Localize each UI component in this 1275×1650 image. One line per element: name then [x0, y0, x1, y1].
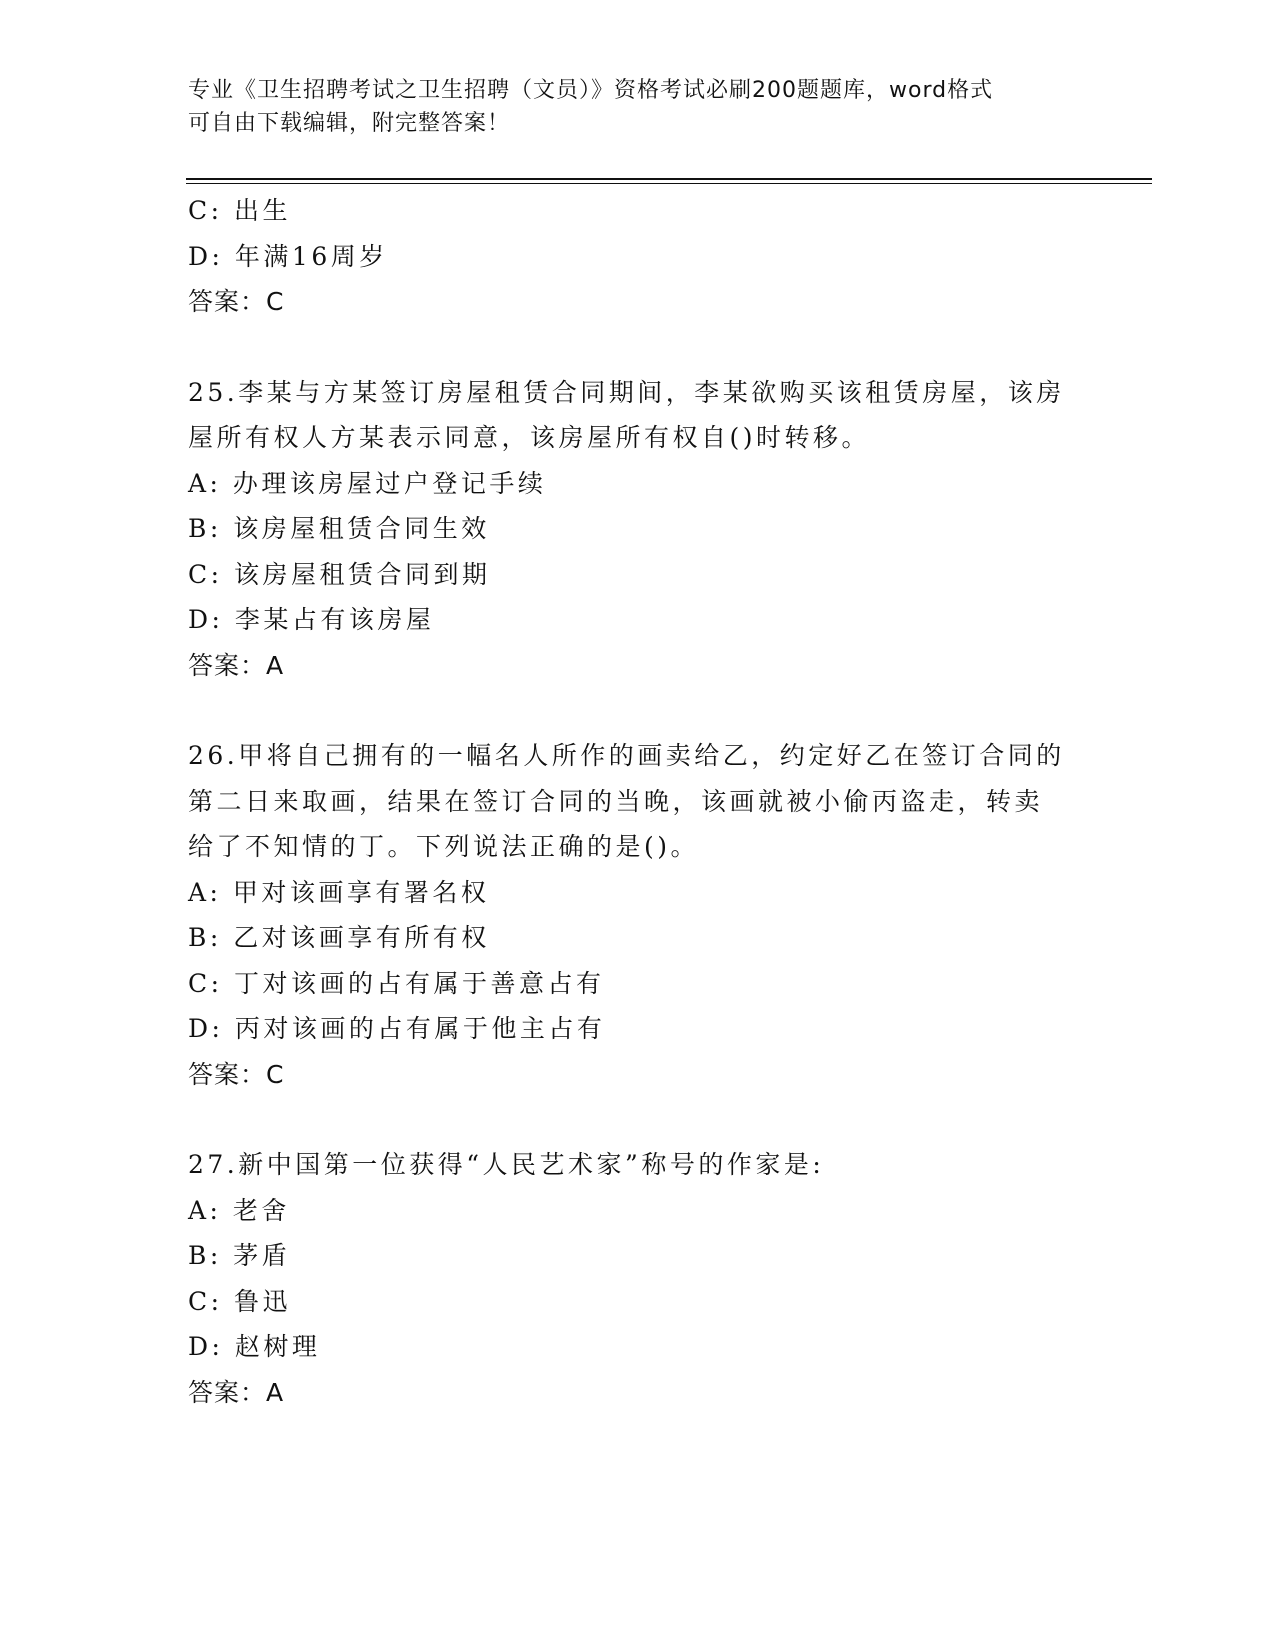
spacer [188, 688, 1088, 733]
question-text-line: 25.李某与方某签订房屋租赁合同期间，李某欲购买该租赁房屋，该房 [188, 377, 1065, 407]
option-d: D: 赵树理 [188, 1332, 321, 1361]
question-27 [188, 1142, 1088, 1415]
option-b: B: 该房屋租赁合同生效 [188, 514, 490, 543]
answer-line: 答案：C [188, 1059, 285, 1089]
answer-line: 答案：C [188, 287, 285, 316]
header-divider-thin [186, 183, 1152, 184]
option-c: C: 丁对该画的占有属于善意占有 [188, 968, 605, 998]
header-line-2: 可自由下载编辑，附完整答案！ [188, 111, 511, 136]
answer-line: 答案：A [188, 650, 285, 680]
option-b: B: 茅盾 [188, 1241, 291, 1270]
option-a: A: 办理该房屋过户登记手续 [188, 468, 547, 498]
header-line-1: 专业《卫生招聘考试之卫生招聘（文员）》资格考试必刷200题题库，word格式 [188, 78, 994, 103]
option-d: D: 丙对该画的占有属于他主占有 [188, 1014, 606, 1043]
option-b: B: 乙对该画享有所有权 [188, 923, 490, 952]
option-a: A: 老舍 [188, 1195, 290, 1225]
option-a: A: 甲对该画享有署名权 [188, 877, 490, 907]
spacer [188, 1097, 1088, 1142]
question-text-line: 26.甲将自己拥有的一幅名人所作的画卖给乙，约定好乙在签订合同的 [188, 741, 1065, 770]
continued-question [188, 188, 1088, 325]
option-c: C: 该房屋租赁合同到期 [188, 559, 491, 589]
option-d: D: 年满16周岁 [188, 241, 388, 271]
question-26 [188, 733, 1088, 1097]
spacer [188, 325, 1088, 370]
question-text-line: 给了不知情的丁。下列说法正确的是()。 [188, 832, 700, 861]
option-c: C: 鲁迅 [188, 1286, 291, 1316]
option-c: C: 出生 [188, 196, 291, 225]
question-text-line: 屋所有权人方某表示同意，该房屋所有权自()时转移。 [188, 423, 871, 452]
question-text-line: 第二日来取画，结果在签订合同的当晚，该画就被小偷丙盗走，转卖 [188, 786, 1044, 816]
document-body [188, 188, 1088, 1415]
option-d: D: 李某占有该房屋 [188, 605, 435, 634]
question-text-line: 27.新中国第一位获得“人民艺术家”称号的作家是: [188, 1150, 825, 1179]
page-header [188, 74, 1088, 140]
question-25 [188, 370, 1088, 689]
answer-line: 答案：A [188, 1377, 285, 1407]
header-divider-thick [186, 178, 1152, 180]
